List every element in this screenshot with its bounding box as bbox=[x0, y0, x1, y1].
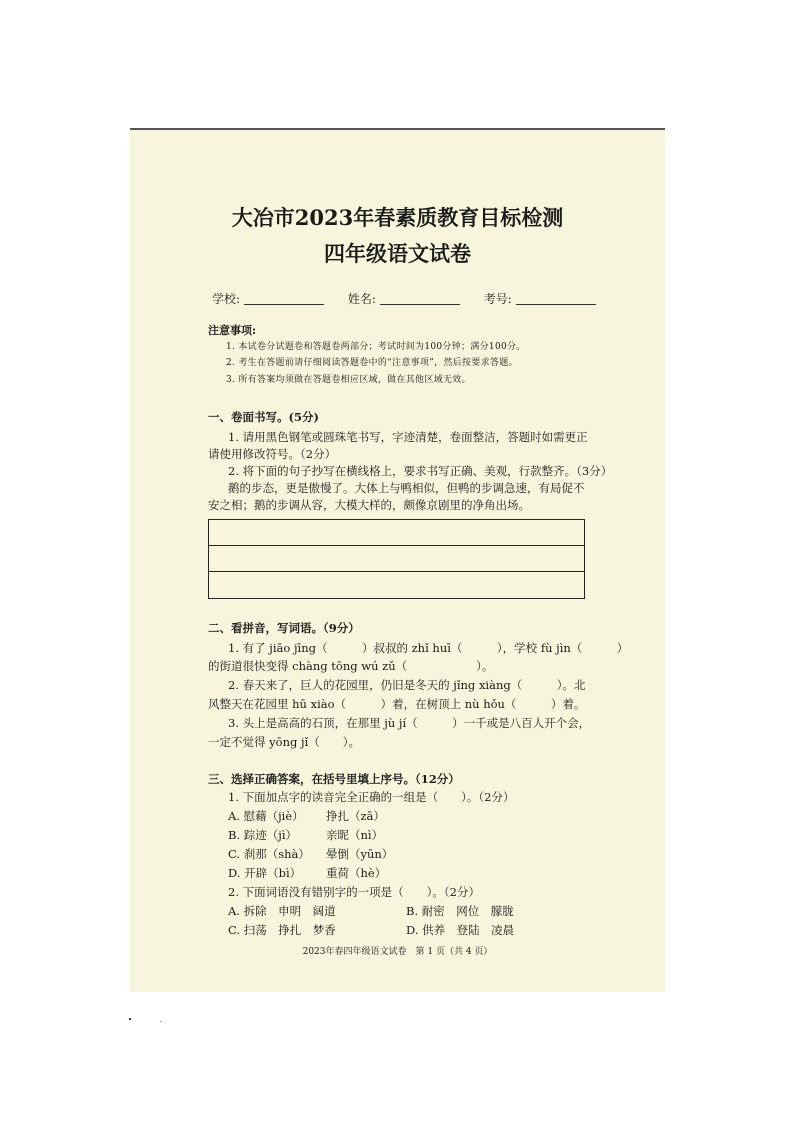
exam-subtitle: 四年级语文试卷 bbox=[324, 241, 471, 266]
section-1-line: 鹅的步态，更是傲慢了。大体上与鸭相似，但鸭的步调急速，有局促不 bbox=[228, 481, 585, 495]
q2-option: C. 扫荡 挣扎 梦香 bbox=[228, 923, 336, 937]
q1-option: 亲昵（nì） bbox=[326, 828, 384, 842]
section-1-line: 安之相；鹅的步调从容，大模大样的，颇像京剧里的净角出场。 bbox=[208, 498, 530, 512]
section-2-heading: 二、看拼音，写词语。（9分） bbox=[208, 621, 360, 635]
exam-number-label: 考号: bbox=[483, 292, 512, 306]
section-1-line: 2. 将下面的句子抄写在横线格上，要求书写正确、美观，行款整齐。（3分） bbox=[228, 464, 613, 478]
q1-option: 晕倒（yūn） bbox=[326, 847, 394, 861]
section-1-line: 请使用修改符号。（2分） bbox=[208, 447, 337, 461]
section-2-line: 一定不觉得 yōng jǐ（ ）。 bbox=[208, 735, 360, 749]
scan-speck bbox=[160, 1021, 161, 1022]
section-2-line: 的街道很快变得 chàng tōng wú zǔ（ ）。 bbox=[208, 659, 494, 673]
section-2-line: 1. 有了 jiāo jīng（ ）叔叔的 zhǐ huī（ ），学校 fù jìn（ ） bbox=[228, 641, 629, 655]
note-item: 2. 考生在答题前请仔细阅读答题卷中的“注意事项”，然后按要求答题。 bbox=[226, 358, 518, 368]
section-1-line: 1. 请用黑色钢笔或圆珠笔书写，字迹清楚，卷面整洁，答题时如需更正 bbox=[228, 430, 588, 444]
notes-heading: 注意事项: bbox=[208, 324, 257, 337]
q2-option: A. 拆除 申明 阔道 bbox=[228, 904, 336, 918]
section-1-heading: 一、卷面书写。(5分) bbox=[208, 410, 319, 424]
section-3-heading: 三、选择正确答案，在括号里填上序号。（12分） bbox=[208, 772, 460, 786]
writing-row[interactable] bbox=[209, 572, 584, 598]
q1-option: 挣扎（zā） bbox=[326, 809, 385, 823]
school-blank[interactable] bbox=[244, 304, 324, 305]
note-item: 3. 所有答案均须做在答题卷相应区域，做在其他区域无效。 bbox=[226, 375, 471, 385]
student-info-row bbox=[212, 290, 616, 307]
name-blank[interactable] bbox=[380, 304, 460, 305]
section-2-line: 2. 春天来了，巨人的花园里，仍旧是冬天的 jǐng xiàng（ ）。北 bbox=[228, 678, 586, 692]
q2-option: B. 耐密 网位 朦胧 bbox=[406, 904, 514, 918]
q1-option: A. 慰藉（jiè） bbox=[228, 809, 304, 823]
question-1: 1. 下面加点字的读音完全正确的一组是（ ）。（2分） bbox=[228, 790, 515, 804]
q2-option: D. 供养 登陆 凌晨 bbox=[406, 923, 515, 937]
scan-speck bbox=[129, 1018, 131, 1020]
question-2: 2. 下面词语没有错别字的一项是（ ）。（2分） bbox=[228, 885, 480, 899]
name-label: 姓名: bbox=[347, 292, 376, 306]
section-2-line: 风整天在花园里 hū xiào（ ）着，在树顶上 nù hǒu（ ）着。 bbox=[208, 697, 586, 711]
writing-row[interactable] bbox=[209, 546, 584, 572]
exam-number-blank[interactable] bbox=[516, 304, 596, 305]
page-footer: 2023年春四年级语文试卷 第 1 页（共 4 页） bbox=[302, 947, 493, 957]
copy-writing-grid[interactable] bbox=[208, 519, 585, 599]
note-item: 1. 本试卷分试题卷和答题卷两部分；考试时间为100分钟；满分100分。 bbox=[226, 342, 526, 352]
exam-sheet bbox=[130, 128, 665, 992]
q1-option: 重荷（hè） bbox=[326, 866, 387, 880]
q1-option: B. 踪迹（jì） bbox=[228, 828, 298, 842]
school-label: 学校: bbox=[212, 292, 241, 306]
exam-title: 大冶市2023年春素质教育目标检测 bbox=[231, 205, 564, 230]
q1-option: C. 刹那（shà） bbox=[228, 847, 310, 861]
q1-option: D. 开辟（bì） bbox=[228, 866, 302, 880]
section-2-line: 3. 头上是高高的石顶，在那里 jù jí（ ）一千或是八百人开个会， bbox=[228, 716, 591, 730]
writing-row[interactable] bbox=[209, 520, 584, 546]
